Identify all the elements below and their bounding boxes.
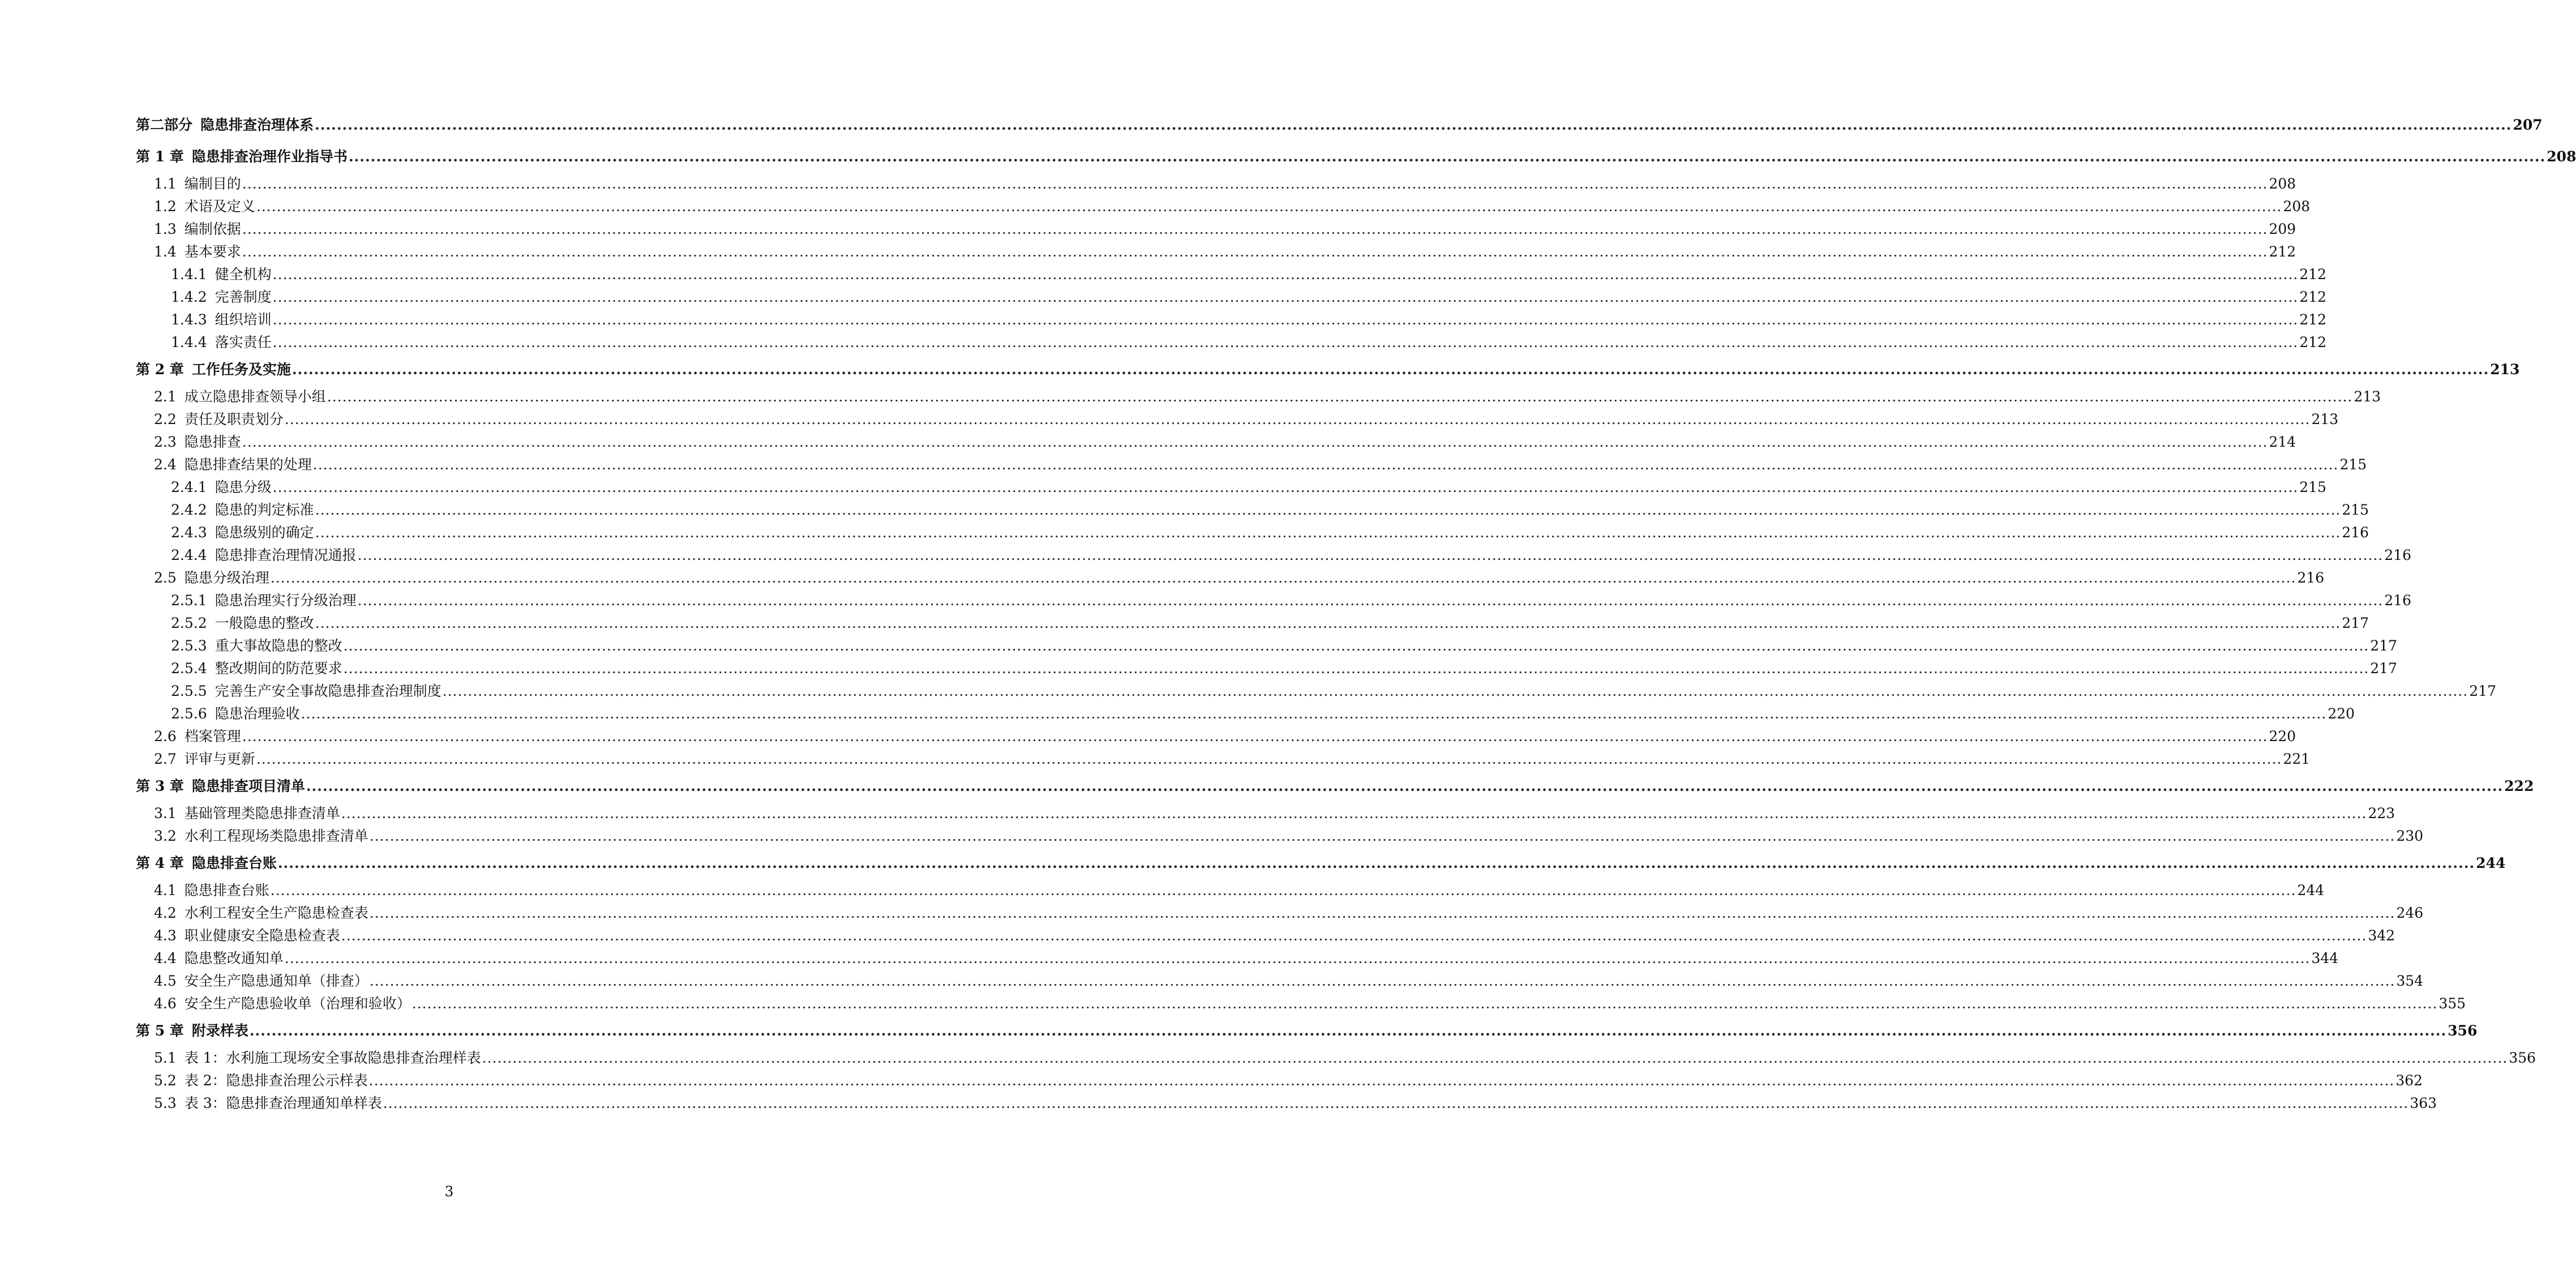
toc-entry-page: 244: [2297, 882, 2325, 898]
toc-entry-page: 217: [2370, 637, 2398, 654]
toc-entry-number: 第 1 章: [136, 148, 184, 165]
toc-subsection-entry[interactable]: [136, 635, 2398, 657]
toc-section-entry[interactable]: [136, 902, 2424, 925]
toc-section-entry[interactable]: [136, 947, 2339, 970]
dot-leader: ................................................................................................................................................................................................................................................................................................................................................................................................................: [341, 927, 2367, 944]
dot-leader: ................................................................................................................................................................................................................................................................................................................................................................................................................: [242, 221, 2268, 237]
toc-entry-number: 2.1: [154, 388, 177, 405]
toc-entry-page: 220: [2328, 705, 2355, 722]
dot-leader: ................................................................................................................................................................................................................................................................................................................................................................................................................: [315, 117, 2512, 133]
toc-entry-page: 356: [2509, 1050, 2536, 1066]
toc-entry-number: 4.3: [154, 927, 177, 944]
toc-chapter-entry[interactable]: [136, 354, 2520, 386]
toc-chapter-entry[interactable]: [136, 1015, 2478, 1047]
toc-entry-title: 工作任务及实施: [191, 361, 291, 378]
toc-entry-page: 354: [2396, 973, 2424, 989]
toc-entry-page: 208: [2283, 198, 2311, 215]
dot-leader: ................................................................................................................................................................................................................................................................................................................................................................................................................: [482, 1050, 2508, 1066]
toc-entry-title: 隐患排查治理体系: [200, 117, 314, 133]
toc-entry-title: 健全机构: [215, 266, 272, 283]
dot-leader: ................................................................................................................................................................................................................................................................................................................................................................................................................: [315, 502, 2341, 518]
toc-entry-number: 1.4: [154, 243, 177, 260]
toc-entry-title: 隐患排查治理作业指导书: [191, 148, 348, 165]
toc-entry-title: 成立隐患排查领导小组: [184, 388, 326, 405]
toc-section-entry[interactable]: [136, 748, 2311, 771]
toc-entry-title: 隐患排查治理情况通报: [215, 547, 357, 563]
toc-subsection-entry[interactable]: [136, 331, 2327, 354]
dot-leader: ................................................................................................................................................................................................................................................................................................................................................................................................................: [357, 592, 2384, 609]
toc-entry-page: 220: [2269, 728, 2296, 744]
toc-subsection-entry[interactable]: [136, 657, 2398, 680]
dot-leader: ................................................................................................................................................................................................................................................................................................................................................................................................................: [341, 805, 2367, 821]
toc-entry-number: 1.3: [154, 221, 177, 237]
toc-entry-number: 2.7: [154, 751, 177, 767]
toc-section-entry[interactable]: [136, 453, 2367, 476]
page-number: 3: [444, 1183, 454, 1200]
toc-subsection-entry[interactable]: [136, 544, 2412, 567]
toc-entry-number: 2.4.4: [171, 547, 207, 563]
dot-leader: ................................................................................................................................................................................................................................................................................................................................................................................................................: [284, 411, 2311, 427]
toc-entry-page: 216: [2297, 570, 2325, 586]
toc-entry-title: 附录样表: [191, 1022, 248, 1039]
toc-entry-page: 222: [2504, 778, 2534, 794]
toc-section-entry[interactable]: [136, 195, 2311, 218]
toc-entry-number: 2.4.3: [171, 524, 207, 541]
toc-entry-page: 208: [2547, 148, 2576, 165]
toc-chapter-entry[interactable]: [136, 109, 2543, 141]
toc-entry-page: 221: [2283, 751, 2311, 767]
toc-entry-page: 355: [2438, 995, 2466, 1012]
toc-entry-number: 5.3: [154, 1095, 177, 1111]
toc-entry-number: 2.4: [154, 456, 177, 473]
toc-entry-page: 356: [2448, 1022, 2478, 1039]
dot-leader: ................................................................................................................................................................................................................................................................................................................................................................................................................: [272, 289, 2299, 305]
toc-entry-number: 4.6: [154, 995, 177, 1012]
toc-subsection-entry[interactable]: [136, 263, 2327, 286]
toc-entry-number: 第 5 章: [136, 1022, 184, 1039]
toc-chapter-entry[interactable]: [136, 141, 2576, 173]
toc-entry-title: 编制依据: [184, 221, 241, 237]
toc-entry-page: 230: [2396, 828, 2424, 844]
toc-subsection-entry[interactable]: [136, 680, 2497, 703]
toc-section-entry[interactable]: [136, 825, 2424, 848]
toc-entry-number: 2.5: [154, 570, 177, 586]
toc-entry-title: 隐患排查: [184, 434, 241, 450]
toc-entry-number: 4.4: [154, 950, 177, 966]
toc-section-entry[interactable]: [136, 173, 2296, 195]
dot-leader: ................................................................................................................................................................................................................................................................................................................................................................................................................: [272, 334, 2299, 350]
toc-entry-page: 212: [2299, 289, 2327, 305]
toc-entry-page: 217: [2370, 660, 2398, 677]
dot-leader: ................................................................................................................................................................................................................................................................................................................................................................................................................: [343, 660, 2369, 677]
toc-section-entry[interactable]: [136, 802, 2395, 825]
toc-entry-title: 隐患的判定标准: [215, 502, 314, 518]
toc-entry-number: 4.1: [154, 882, 177, 898]
toc-subsection-entry[interactable]: [136, 703, 2355, 725]
toc-subsection-entry[interactable]: [136, 476, 2327, 499]
toc-entry-page: 212: [2299, 334, 2327, 350]
toc-entry-page: 216: [2384, 547, 2412, 563]
toc-entry-number: 1.4.4: [171, 334, 207, 350]
toc-entry-page: 212: [2299, 266, 2327, 283]
toc-entry-title: 完善生产安全事故隐患排查治理制度: [215, 683, 442, 699]
toc-subsection-entry[interactable]: [136, 309, 2327, 331]
toc-entry-title: 整改期间的防范要求: [215, 660, 342, 677]
dot-leader: ................................................................................................................................................................................................................................................................................................................................................................................................................: [270, 570, 2296, 586]
toc-entry-title: 水利工程现场类隐患排查清单: [184, 828, 368, 844]
dot-leader: ................................................................................................................................................................................................................................................................................................................................................................................................................: [249, 1022, 2447, 1039]
toc-entry-title: 编制目的: [184, 176, 241, 192]
toc-entry-title: 档案管理: [184, 728, 241, 744]
toc-section-entry[interactable]: [136, 1069, 2423, 1092]
toc-section-entry[interactable]: [136, 218, 2296, 241]
toc-entry-number: 4.2: [154, 905, 177, 921]
toc-section-entry[interactable]: [136, 970, 2424, 992]
toc-entry-page: 344: [2311, 950, 2339, 966]
toc-section-entry[interactable]: [136, 879, 2325, 902]
dot-leader: ................................................................................................................................................................................................................................................................................................................................................................................................................: [343, 637, 2369, 654]
toc-section-entry[interactable]: [136, 408, 2339, 431]
dot-leader: ................................................................................................................................................................................................................................................................................................................................................................................................................: [369, 905, 2395, 921]
toc-subsection-entry[interactable]: [136, 612, 2369, 635]
dot-leader: ................................................................................................................................................................................................................................................................................................................................................................................................................: [272, 311, 2299, 328]
dot-leader: ................................................................................................................................................................................................................................................................................................................................................................................................................: [277, 855, 2475, 871]
toc-subsection-entry[interactable]: [136, 499, 2369, 521]
toc-entry-title: 基础管理类隐患排查清单: [184, 805, 340, 821]
toc-entry-page: 213: [2490, 361, 2520, 378]
toc-entry-number: 第二部分: [136, 117, 193, 133]
toc-entry-number: 5.1: [154, 1050, 177, 1066]
toc-entry-number: 2.2: [154, 411, 177, 427]
toc-entry-title: 组织培训: [215, 311, 272, 328]
dot-leader: ................................................................................................................................................................................................................................................................................................................................................................................................................: [292, 361, 2489, 378]
dot-leader: ................................................................................................................................................................................................................................................................................................................................................................................................................: [442, 683, 2468, 699]
toc-entry-number: 2.3: [154, 434, 177, 450]
toc-entry-title: 职业健康安全隐患检查表: [184, 927, 340, 944]
toc-entry-number: 第 2 章: [136, 361, 184, 378]
table-of-contents: [136, 109, 2576, 1115]
toc-entry-number: 2.5.3: [171, 637, 207, 654]
toc-entry-number: 2.5.5: [171, 683, 207, 699]
dot-leader: ................................................................................................................................................................................................................................................................................................................................................................................................................: [256, 198, 2282, 215]
toc-section-entry[interactable]: [136, 725, 2296, 748]
toc-entry-title: 隐患治理实行分级治理: [215, 592, 357, 609]
toc-entry-page: 213: [2354, 388, 2381, 405]
toc-subsection-entry[interactable]: [136, 286, 2327, 309]
toc-subsection-entry[interactable]: [136, 521, 2369, 544]
dot-leader: ................................................................................................................................................................................................................................................................................................................................................................................................................: [242, 243, 2268, 260]
toc-entry-page: 223: [2368, 805, 2395, 821]
toc-entry-number: 4.5: [154, 973, 177, 989]
toc-entry-number: 3.2: [154, 828, 177, 844]
toc-entry-page: 216: [2384, 592, 2412, 609]
toc-entry-title: 重大事故隐患的整改: [215, 637, 342, 654]
toc-section-entry[interactable]: [136, 567, 2325, 589]
dot-leader: ................................................................................................................................................................................................................................................................................................................................................................................................................: [272, 479, 2299, 495]
toc-entry-title: 落实责任: [215, 334, 272, 350]
toc-entry-title: 完善制度: [215, 289, 272, 305]
dot-leader: ................................................................................................................................................................................................................................................................................................................................................................................................................: [242, 176, 2268, 192]
dot-leader: ................................................................................................................................................................................................................................................................................................................................................................................................................: [284, 950, 2311, 966]
toc-entry-number: 2.5.2: [171, 615, 207, 631]
toc-entry-title: 安全生产隐患验收单（治理和验收）: [184, 995, 411, 1012]
dot-leader: ................................................................................................................................................................................................................................................................................................................................................................................................................: [383, 1095, 2409, 1111]
toc-entry-number: 1.1: [154, 176, 177, 192]
toc-section-entry[interactable]: [136, 1092, 2437, 1115]
toc-section-entry[interactable]: [136, 992, 2466, 1015]
toc-section-entry[interactable]: [136, 386, 2381, 408]
toc-chapter-entry[interactable]: [136, 771, 2534, 802]
toc-entry-number: 2.4.2: [171, 502, 207, 518]
dot-leader: ................................................................................................................................................................................................................................................................................................................................................................................................................: [327, 388, 2353, 405]
dot-leader: ................................................................................................................................................................................................................................................................................................................................................................................................................: [272, 266, 2299, 283]
toc-entry-number: 2.5.1: [171, 592, 207, 609]
toc-entry-page: 363: [2410, 1095, 2437, 1111]
toc-entry-page: 246: [2396, 905, 2424, 921]
dot-leader: ................................................................................................................................................................................................................................................................................................................................................................................................................: [242, 434, 2268, 450]
toc-subsection-entry[interactable]: [136, 589, 2412, 612]
toc-entry-title: 评审与更新: [184, 751, 255, 767]
toc-entry-page: 208: [2269, 176, 2296, 192]
dot-leader: ................................................................................................................................................................................................................................................................................................................................................................................................................: [315, 615, 2341, 631]
toc-entry-page: 212: [2269, 243, 2296, 260]
toc-section-entry[interactable]: [136, 431, 2296, 453]
toc-entry-page: 215: [2339, 456, 2367, 473]
toc-entry-title: 隐患排查台账: [184, 882, 269, 898]
toc-entry-title: 表 3：隐患排查治理通知单样表: [184, 1095, 382, 1111]
toc-entry-page: 209: [2269, 221, 2296, 237]
toc-section-entry[interactable]: [136, 1047, 2536, 1069]
toc-entry-title: 隐患分级治理: [184, 570, 269, 586]
toc-entry-number: 2.5.4: [171, 660, 207, 677]
dot-leader: ................................................................................................................................................................................................................................................................................................................................................................................................................: [348, 148, 2546, 165]
toc-entry-number: 3.1: [154, 805, 177, 821]
toc-entry-title: 基本要求: [184, 243, 241, 260]
toc-entry-page: 342: [2368, 927, 2395, 944]
toc-entry-page: 216: [2342, 524, 2369, 541]
toc-entry-page: 217: [2342, 615, 2369, 631]
toc-entry-page: 244: [2476, 855, 2506, 871]
toc-entry-page: 207: [2513, 117, 2543, 133]
toc-entry-number: 第 4 章: [136, 855, 184, 871]
toc-entry-number: 1.4.3: [171, 311, 207, 328]
toc-section-entry[interactable]: [136, 241, 2296, 263]
dot-leader: ................................................................................................................................................................................................................................................................................................................................................................................................................: [312, 456, 2339, 473]
toc-entry-page: 215: [2299, 479, 2327, 495]
toc-entry-page: 213: [2311, 411, 2339, 427]
toc-entry-page: 214: [2269, 434, 2296, 450]
toc-entry-title: 隐患整改通知单: [184, 950, 284, 966]
dot-leader: ................................................................................................................................................................................................................................................................................................................................................................................................................: [368, 1072, 2395, 1089]
toc-section-entry[interactable]: [136, 925, 2395, 947]
toc-entry-title: 表 2：隐患排查治理公示样表: [184, 1072, 368, 1089]
toc-entry-page: 362: [2395, 1072, 2423, 1089]
dot-leader: ................................................................................................................................................................................................................................................................................................................................................................................................................: [270, 882, 2296, 898]
toc-entry-page: 212: [2299, 311, 2327, 328]
toc-entry-page: 215: [2342, 502, 2369, 518]
toc-entry-page: 217: [2469, 683, 2497, 699]
toc-entry-number: 1.2: [154, 198, 177, 215]
dot-leader: ................................................................................................................................................................................................................................................................................................................................................................................................................: [369, 828, 2395, 844]
toc-entry-number: 2.6: [154, 728, 177, 744]
toc-entry-title: 术语及定义: [184, 198, 255, 215]
dot-leader: ................................................................................................................................................................................................................................................................................................................................................................................................................: [301, 705, 2327, 722]
toc-entry-number: 2.5.6: [171, 705, 207, 722]
toc-entry-title: 一般隐患的整改: [215, 615, 314, 631]
toc-entry-number: 2.4.1: [171, 479, 207, 495]
dot-leader: ................................................................................................................................................................................................................................................................................................................................................................................................................: [315, 524, 2341, 541]
toc-chapter-entry[interactable]: [136, 848, 2506, 879]
dot-leader: ................................................................................................................................................................................................................................................................................................................................................................................................................: [369, 973, 2395, 989]
toc-entry-title: 表 1：水利施工现场安全事故隐患排查治理样表: [184, 1050, 481, 1066]
toc-entry-number: 1.4.1: [171, 266, 207, 283]
toc-entry-title: 隐患级别的确定: [215, 524, 314, 541]
toc-entry-title: 隐患排查台账: [191, 855, 277, 871]
toc-entry-number: 第 3 章: [136, 778, 184, 794]
toc-entry-title: 隐患分级: [215, 479, 272, 495]
toc-entry-title: 隐患治理验收: [215, 705, 300, 722]
dot-leader: ................................................................................................................................................................................................................................................................................................................................................................................................................: [306, 778, 2504, 794]
toc-entry-title: 水利工程安全生产隐患检查表: [184, 905, 368, 921]
dot-leader: ................................................................................................................................................................................................................................................................................................................................................................................................................: [412, 995, 2438, 1012]
dot-leader: ................................................................................................................................................................................................................................................................................................................................................................................................................: [256, 751, 2282, 767]
toc-entry-title: 安全生产隐患通知单（排查）: [184, 973, 368, 989]
toc-entry-title: 隐患排查项目清单: [191, 778, 305, 794]
dot-leader: ................................................................................................................................................................................................................................................................................................................................................................................................................: [357, 547, 2384, 563]
toc-entry-number: 1.4.2: [171, 289, 207, 305]
dot-leader: ................................................................................................................................................................................................................................................................................................................................................................................................................: [242, 728, 2268, 744]
toc-entry-number: 5.2: [154, 1072, 177, 1089]
toc-entry-title: 责任及职责划分: [184, 411, 284, 427]
toc-entry-title: 隐患排查结果的处理: [184, 456, 312, 473]
